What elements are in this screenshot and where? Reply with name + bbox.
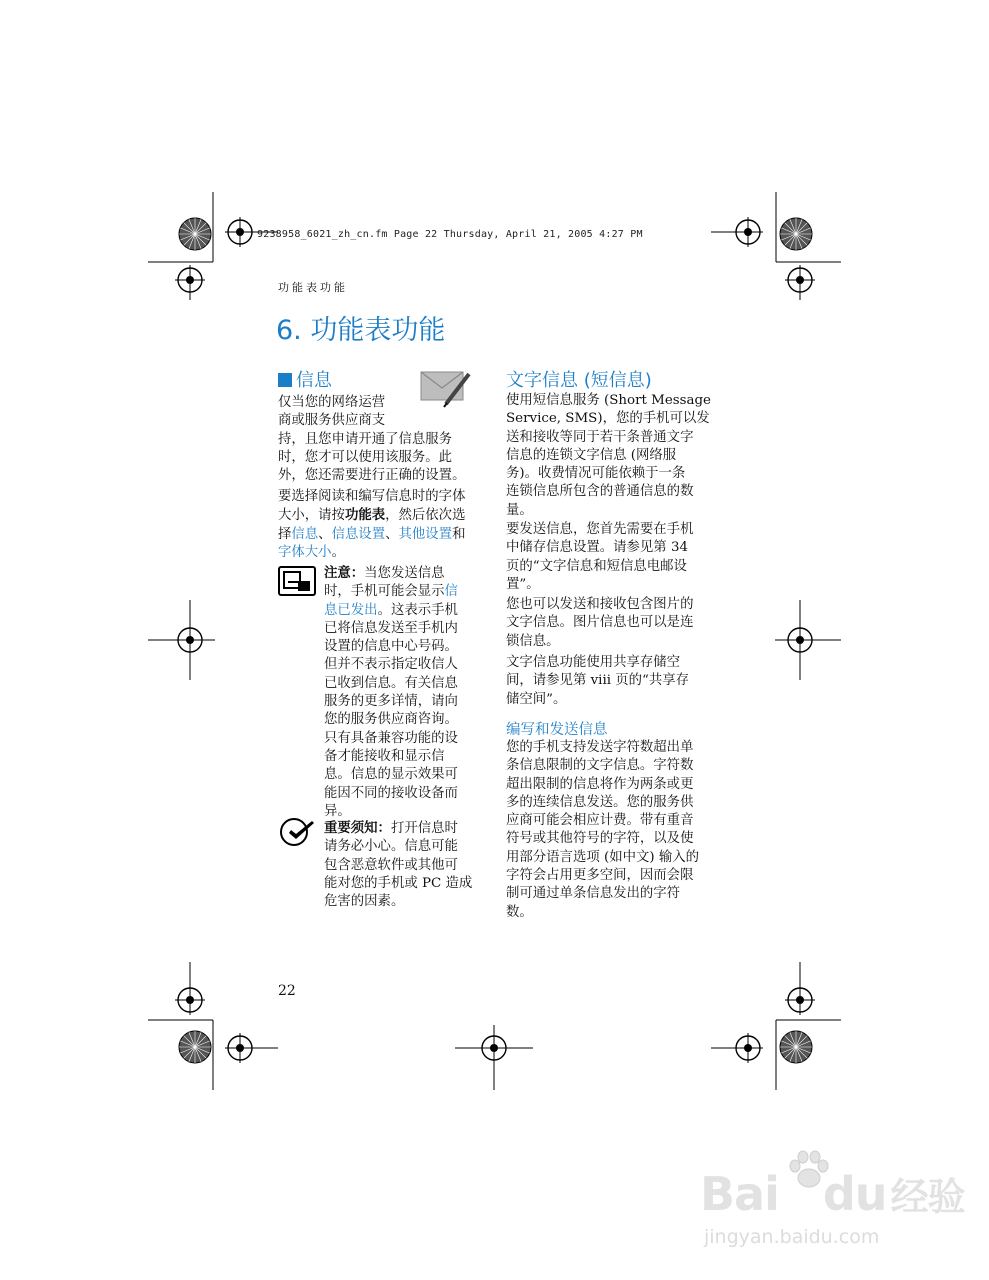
write-send-paragraph: 您的手机支持发送字符数超出单 条信息限制的文字信息。字符数 超出限制的信息将作为两条或更 多的连续信息发送。您的服务供 应商可能会相应计费。带有重音 符号或其他符号的字符，以及使 用部分语言选项 (如中文) 输入的 字符会占用更多空间，因而会限 制可通过单条信息发出的字符 数。 [506,740,700,920]
send-settings-paragraph: 要发送信息，您首先需要在手机 中储存信息设置。请参见第 34 页的“文字信息和短信息电邮设 置”。 [506,522,694,592]
section-heading-text-messages: 文字信息 (短信息) [506,370,652,391]
menu-path-messages: 信息 [291,526,319,542]
note-block: 注意：当您发送信息 时，手机可能会显示信 息已发出。这表示手机 已将信息发送至手机内 设置的信息中心号码。 但并不表示指定收信人 已收到信息。有关信息 服务的更多详情，请向 您的服务供应商咨询。 只有具备兼容功能的设 备才能接收和显示信 息。信息的显示效果可 能因不同的接收设备而 异。 [324,565,458,819]
watermark-brand: Bai du 经验 [700,1167,965,1221]
file-info: 9238958_6021_zh_cn.fm Page 22 Thursday, April 21, 2005 4:27 PM [257,229,643,240]
running-header: 功能表功能 [278,281,348,294]
shared-memory-paragraph: 文字信息功能使用共享存储空 间，请参见第 viii 页的“共享存 储空间”。 [506,655,690,707]
note-icon [278,566,316,596]
menu-path-font-size: 字体大小 [278,544,332,560]
watermark-url: jingyan.baidu.com [704,1226,880,1248]
note-label: 注意： [324,565,365,581]
heading-square-icon [278,373,292,387]
message-sent-term: 息已发出 [324,602,378,618]
subheading-write-send: 编写和发送信息 [506,722,608,738]
section-heading-messages: 信息 [278,366,332,392]
menu-path-other-settings: 其他设置 [398,526,453,542]
important-label: 重要须知： [324,820,391,836]
menu-keyword: 功能表 [344,507,386,524]
important-icon [278,817,316,847]
font-size-paragraph: 要选择阅读和编写信息时的字体 大小，请按功能表，然后依次选 择信息、信息设置、其他设置和 字体大小。 [278,489,466,560]
picture-message-paragraph: 您也可以发送和接收包含图片的 文字信息。图片信息也可以是连 锁信息。 [506,597,694,649]
intro-paragraph: 仅当您的网络运营 商或服务供应商支 持，且您申请开通了信息服务 时，您才可以使用该服务。此 外，您还需要进行正确的设置。 [278,395,466,484]
menu-path-message-settings: 信息设置 [331,526,386,542]
chapter-title: 6. 功能表功能 [276,315,446,346]
baidu-watermark [700,1150,965,1260]
important-block: 重要须知：打开信息时 请务必小心。信息可能 包含恶意软件或其他可 能对您的手机或 PC 造成 危害的因素。 [324,820,473,910]
sms-paragraph: 使用短信息服务 (Short Message Service, SMS)，您的手机可以发 送和接收等同于若干条普通文字 信息的连锁文字信息 (网络服 务)。收费情况可能依赖于一条 连锁信息所包含的普通信息的数 量。 [506,393,711,518]
page-number: 22 [278,983,296,999]
